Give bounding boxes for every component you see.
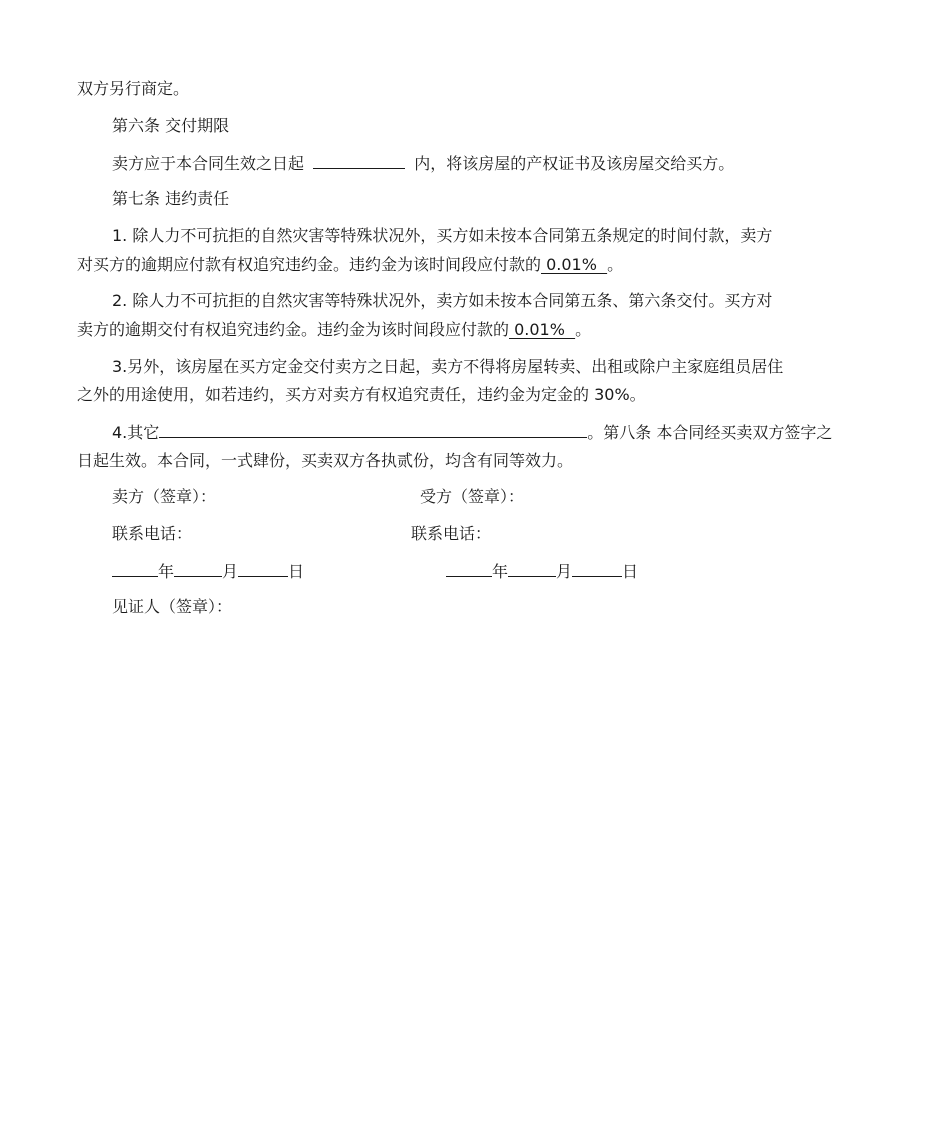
day-label: 日 — [622, 562, 639, 581]
clause-4-line-2: 日起生效。本合同，一式肆份，买卖双方各执贰份，均含有同等效力。 — [77, 451, 574, 470]
day-blank — [238, 561, 288, 577]
witness-signature-label: 见证人（签章）： — [112, 597, 233, 616]
seller-date — [112, 561, 304, 582]
penalty-rate-1: 0.01% — [541, 255, 608, 274]
month-label: 月 — [556, 562, 573, 581]
clause-3-line-1: 3.另外，该房屋在买方定金交付卖方之日起，卖方不得将房屋转卖、出租或除户主家庭组员居住 — [112, 357, 784, 376]
day-label: 日 — [288, 562, 305, 581]
buyer-signature-label: 受方（签章）： — [420, 487, 525, 506]
month-label: 月 — [222, 562, 239, 581]
year-blank — [446, 561, 492, 577]
clause-1-text: 对买方的逾期应付款有权追究违约金。违约金为该时间段应付款的 — [77, 255, 542, 274]
clause-2-end: 。 — [575, 320, 592, 339]
article-6-text-a: 卖方应于本合同生效之日起 — [112, 154, 305, 173]
clause-4-text: 。第八条 本合同经买卖双方签字之 — [587, 423, 833, 442]
clause-2-line-2 — [77, 320, 591, 340]
other-terms-blank — [159, 422, 587, 438]
article-7-title: 第七条 违约责任 — [112, 189, 230, 208]
clause-1-line-2 — [77, 255, 623, 275]
month-blank — [174, 561, 222, 577]
day-blank — [572, 561, 622, 577]
text-line: 双方另行商定。 — [77, 79, 190, 98]
seller-signature-label: 卖方（签章）： — [112, 487, 217, 506]
clause-2-text: 卖方的逾期交付有权追究违约金。违约金为该时间段应付款的 — [77, 320, 510, 339]
clause-1-end: 。 — [607, 255, 624, 274]
clause-1-line-1: 1. 除人力不可抗拒的自然灾害等特殊状况外，买方如未按本合同第五条规定的时间付款，卖方 — [112, 226, 773, 245]
period-blank — [313, 153, 405, 169]
buyer-date — [446, 561, 638, 582]
seller-phone-label: 联系电话： — [112, 524, 193, 543]
clause-4-line-1 — [112, 422, 832, 443]
year-blank — [112, 561, 158, 577]
buyer-phone-label: 联系电话： — [411, 524, 492, 543]
month-blank — [508, 561, 556, 577]
article-6-title: 第六条 交付期限 — [112, 116, 230, 135]
year-label: 年 — [158, 562, 175, 581]
article-6-text-b: 内，将该房屋的产权证书及该房屋交给买方。 — [414, 154, 735, 173]
clause-3-line-2: 之外的用途使用，如若违约，买方对卖方有权追究责任，违约金为定金的 30%。 — [77, 385, 646, 404]
penalty-rate-2: 0.01% — [509, 320, 576, 339]
clause-2-line-1: 2. 除人力不可抗拒的自然灾害等特殊状况外，卖方如未按本合同第五条、第六条交付。买方对 — [112, 291, 773, 310]
clause-4-label: 4.其它 — [112, 423, 160, 442]
article-6-body — [112, 153, 734, 174]
year-label: 年 — [492, 562, 509, 581]
